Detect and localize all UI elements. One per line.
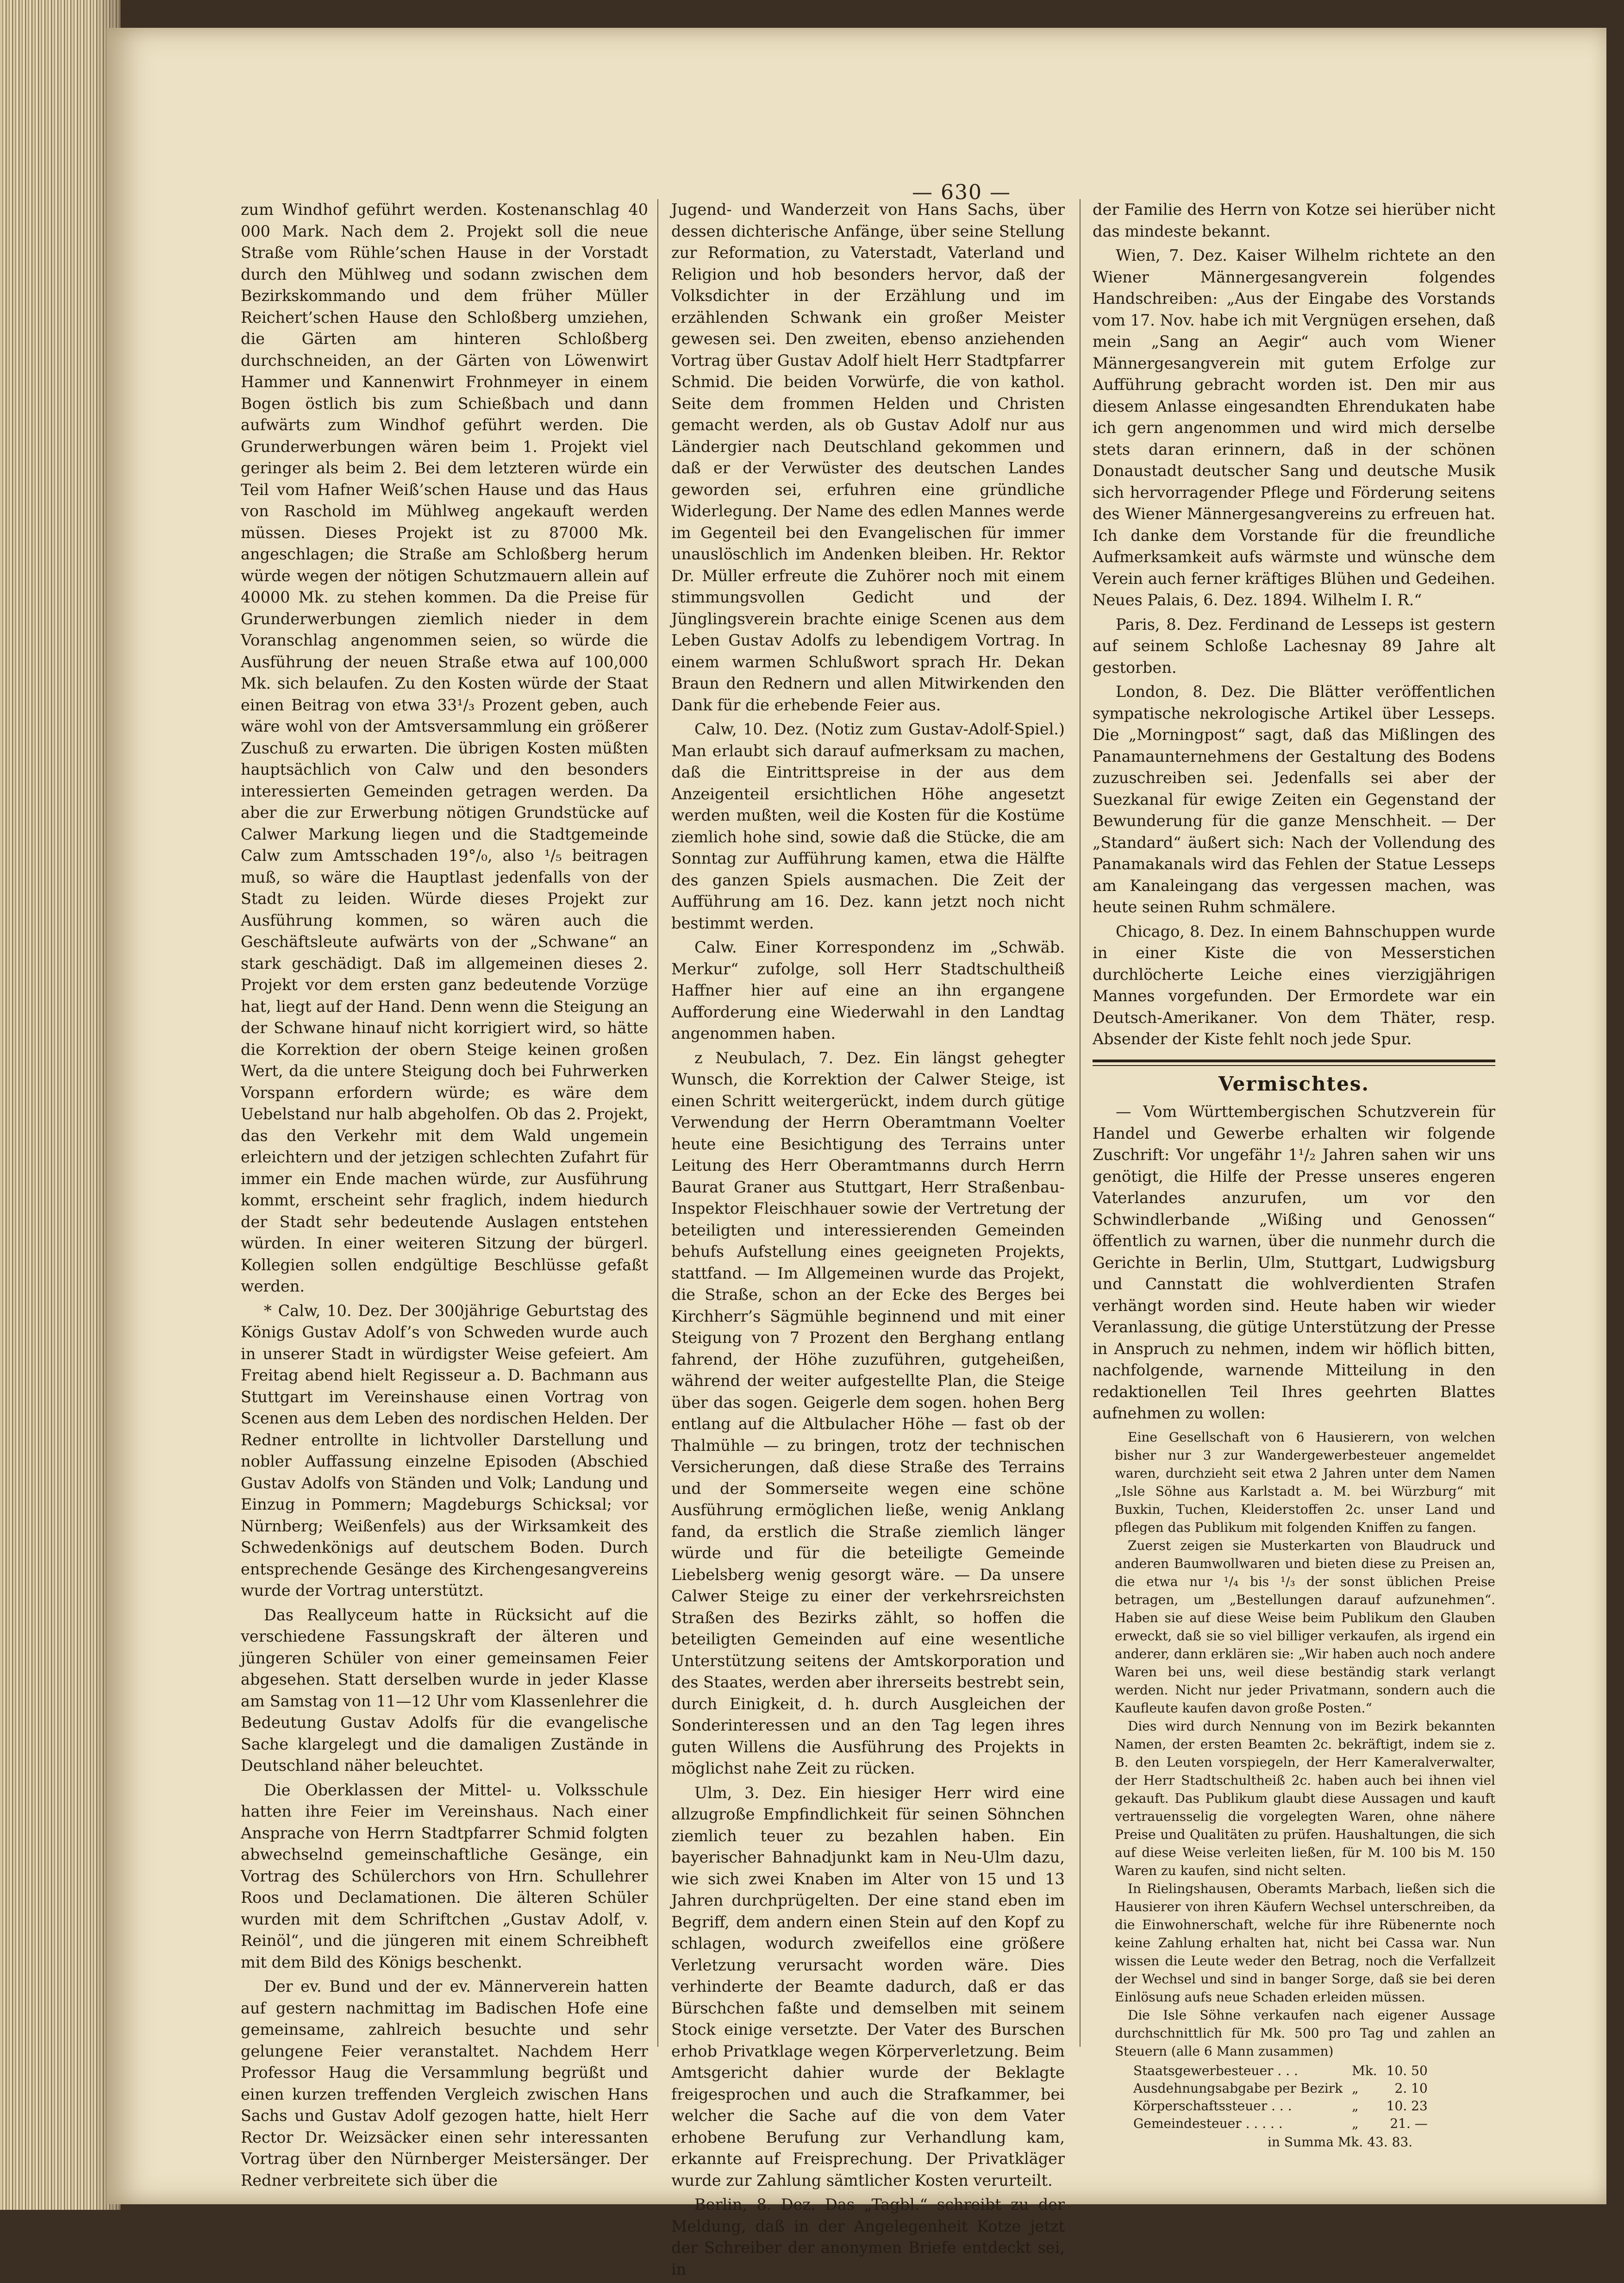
article-paragraph: Jugend- und Wanderzeit von Hans Sachs, über dessen dichterische Anfänge, über seine Stellung zur Reformation, zu Vaterstadt, Vaterland und Religion und hob besonders hervor, daß der Volksdichter in der Erzählung und im erzählenden Schwank ein großer Meister gewesen sei. Den zweiten, ebenso anziehenden Vortrag über Gustav Adolf hielt Herr Stadtpfarrer Schmid. Die beiden Vorwürfe, die von kathol. Seite dem frommen Helden und Christen gemacht werden, als ob Gustav Adolf nur aus Ländergier nach Deutschland gekommen und daß er der Verwüster des deutschen Landes geworden sei, erfuhren eine gründliche Widerlegung. Der Name des edlen Mannes werde im Gegenteil bei den Evangelischen für immer unauslöschlich im Andenken bleiben. Hr. Rektor Dr. Müller erfreute die Zuhörer noch mit einem stimmungsvollen Gedicht und der Jünglingsverein brachte einige Scenen aus dem Leben Gustav Adolfs zu lebendigem Vortrag. In einem warmen Schlußwort sprach Hr. Dekan Braun den Rednern und allen Mitwirkenden den Dank für die erhebende Feier aus. xyxy=(671,201,1065,714)
page-number: — 630 — xyxy=(912,181,1011,204)
tax-amount: 10. 23 xyxy=(1386,2098,1428,2114)
article-paragraph: z Neubulach, 7. Dez. Ein längst gehegter Wunsch, die Korrektion der Calwer Steige, ist einen Schritt weitergerückt, indem durch gütige Verwendung der Herrn Oberamtmann Voelter heute eine Besichtigung des Terrains unter Leitung des Herr Oberamtmanns durch Herrn Baurat Graner aus Stuttgart, Herr Straßenbau-Inspektor Fleischhauer sowie der Vertretung der beteiligten und interessierenden Gemeinden behufs Aufstellung eines geeigneten Projekts, stattfand. — Im Allgemeinen wurde das Projekt, die Straße, schon an der Ecke des Berges bei Kirchherr’s Sägmühle beginnend und mit einer Steigung von 7 Prozent den Berghang entlang fahrend, der Höhe zuzuführen, gutgeheißen, während der weiter aufgestellte Plan, die Steige über das sogen. Geigerle dem sogen. hohen Berg entlang auf die Altbulacher Höhe — fast ob der Thalmühle — zu bringen, trotz der technischen Versicherungen, daß diese Straße des Terrains und der Sommerseite wegen eine schöne Ausführung ermöglichen ließe, wenig Anklang fand, da erstlich die Straße ziemlich länger würde und für die beteiligte Gemeinde Liebelsberg wenig gesorgt wäre. — Da unsere Calwer Steige zu einer der verkehrsreichsten Straßen des Bezirks zählt, so hoffen die beteiligten Gemeinden auf eine wesentliche Unterstützung seitens der Amtskorporation und des Staates, werden aber ihrerseits bestrebt sein, durch Einigkeit, d. h. durch Ausgleichen der Sonderinteressen und an den Tag legen ihres guten Willens die Ausführung des Projekts in möglichst nahe Zeit zu rücken. xyxy=(671,1048,1065,1777)
section-rule-thin xyxy=(1093,1065,1495,1066)
article-paragraph: Der ev. Bund und der ev. Männerverein hatten auf gestern nachmittag im Badischen Hofe eine gemeinsame, zahlreich besuchte und sehr gelungene Feier veranstaltet. Nachdem Herr Professor Haug die Versammlung begrüßt und einen kurzen treffenden Vergleich zwischen Hans Sachs und Gustav Adolf gezogen hatte, hielt Herr Rector Dr. Weizsäcker einen sehr interessanten Vortrag über den Nürnberger Meistersänger. Der Redner verbreitete sich über die xyxy=(241,1977,648,2189)
tax-currency: „ xyxy=(1352,2080,1359,2096)
article-paragraph: * Calw, 10. Dez. Der 300jährige Geburtstag des Königs Gustav Adolf’s von Schweden wurde auch in unserer Stadt in würdigster Weise gefeiert. Am Freitag abend hielt Regisseur a. D. Bachmann aus Stuttgart im Vereinshause einen Vortrag von Scenen aus dem Leben des nordischen Helden. Der Redner entrollte in lichtvoller Darstellung und nobler Auffassung einzelne Episoden (Abschied Gustav Adolfs von Ständen und Volk; Landung und Einzug in Pommern; Magdeburgs Schicksal; vor Nürnberg; Weißenfels) aus der Wirksamkeit des Schwedenkönigs auf deutschem Boden. Durch entsprechende Gesänge des Kirchengesangvereins wurde der Vortrag unterstützt. xyxy=(241,1301,648,1599)
tax-label: Staatsgewerbesteuer . . . xyxy=(1133,2063,1298,2078)
tax-label: Ausdehnungsabgabe per Bezirk xyxy=(1133,2080,1343,2096)
article-paragraph: Die Oberklassen der Mittel- u. Volksschule hatten ihre Feier im Vereinshaus. Nach einer Ansprache von Herrn Stadtpfarrer Schmid folgten abwechselnd gemeinschaftliche Gesänge, ein Vortrag des Schülerchors von Hrn. Schullehrer Roos und Declamationen. Die älteren Schüler wurden mit dem Schriftchen „Gustav Adolf, v. Reinöl“, und die jüngeren mit einem Schreibheft mit dem Bild des Königs beschenkt. xyxy=(241,1781,648,1971)
article-paragraph: zum Windhof geführt werden. Kostenanschlag 40 000 Mark. Nach dem 2. Projekt soll die neue Straße vom Rühle’schen Hause in der Vorstadt durch den Mühlweg und sodann zwischen dem Bezirkskommando und dem früher Müller Reichert’schen Hause den Schloßberg umziehen, die Gärten am hinteren Schloßberg durchschneiden, an der Gärten von Löwenwirt Hammer und Kannenwirt Frohnmeyer in einem Bogen östlich bis zum Schießbach und dann aufwärts zum Windhof geführt werden. Die Grunderwerbungen wären beim 1. Projekt viel geringer als beim 2. Bei dem letzteren würde ein Teil vom Hafner Weiß’schen Hause und das Haus von Raschold im Mühlweg angekauft werden müssen. Dieses Projekt ist zu 87000 Mk. angeschlagen; die Straße am Schloßberg herum würde wegen der nötigen Schutzmauern allein auf 40000 Mk. zu stehen kommen. Da die Preise für Grunderwerbungen ziemlich nieder in dem Voranschlag angenommen seien, so würde die Ausführung der neuen Straße etwa auf 100,000 Mk. sich belaufen. Zu den Kosten würde der Staat einen Beitrag von etwa 33¹/₃ Prozent geben, auch wäre wohl von der Amtsversammlung ein größerer Zuschuß zu erwarten. Die übrigen Kosten müßten hauptsächlich von Calw und den besonders interessierten Gemeinden getragen werden. Da aber die zur Erwerbung nötigen Grundstücke auf Calwer Markung liegen und die Stadtgemeinde Calw zum Amtsschaden 19°/₀, also ¹/₅ beitragen muß, so wäre die Hauptlast jedenfalls von der Stadt zu leiden. Würde dieses Projekt zur Ausführung kommen, so wären auch die Geschäftsleute aufwärts von der „Schwane“ an stark geschädigt. Daß im allgemeinen dieses 2. Projekt vor dem ersten ganz bedeutende Vorzüge hat, liegt auf der Hand. Denn wenn die Steigung an der Schwane hinauf nicht korrigiert wird, so hätte die Korrektion der obern Steige keinen großen Wert, da die untere Steigung doch bei Fuhrwerken Vorspann erfordern würde; es wäre dem Uebelstand nur halb abgeholfen. Ob das 2. Projekt, das den Verkehr mit dem Wald ungemein erleichtern und der jetzigen schlechten Zufahrt für immer ein Ende machen würde, zur Ausführung kommt, erscheint sehr fraglich, indem hiedurch der Stadt sehr bedeutende Auslagen entstehen würden. In einer weiteren Sitzung der bürgerl. Kollegien sollen endgültige Beschlüsse gefaßt werden. xyxy=(241,201,648,1295)
tax-amount: 2. 10 xyxy=(1394,2080,1428,2096)
article-paragraph: Wien, 7. Dez. Kaiser Wilhelm richtete an den Wiener Männergesangverein folgendes Handschreiben: „Aus der Eingabe des Vorstands vom 17. Nov. habe ich mit Vergnügen ersehen, daß mein „Sang an Aegir“ auch vom Wiener Männergesangverein mit gutem Erfolge zur Aufführung gebracht worden ist. Den mir aus diesem Anlasse eingesandten Ehrendukaten habe ich gern angenommen und wird mich derselbe stets daran erinnern, daß in der schönen Donaustadt deutscher Sang und deutsche Musik sich hervorragender Pflege und Förderung seitens des Wiener Männergesangvereins zu erfreuen hat. Ich danke dem Vorstande für die freundliche Aufmerksamkeit aufs wärmste und wünsche dem Verein auch ferner kräftiges Blühen und Gedeihen. Neues Palais, 6. Dez. 1894. Wilhelm I. R.“ xyxy=(1093,246,1495,609)
tax-currency: Mk. xyxy=(1352,2063,1377,2078)
quote-paragraph: Zuerst zeigen sie Musterkarten von Blaudruck und anderen Baumwollwaren und bieten diese zu Preisen an, die etwa nur ¹/₄ bis ¹/₃ der sonst üblichen Preise betragen, um „Bestellungen darauf aufzunehmen“. Haben sie auf diese Weise beim Publikum den Glauben erweckt, daß sie so viel billiger verkaufen, als irgend ein anderer, dann erklären sie: „Wir haben auch noch andere Waren bei uns, weil diese beständig stark verlangt werden. Nicht nur jeder Privatmann, sondern auch die Kaufleute kaufen davon große Posten.“ xyxy=(1115,1537,1495,1716)
tax-label: Gemeindesteuer . . . . . xyxy=(1133,2115,1283,2131)
column-rule-2 xyxy=(1080,199,1081,2047)
quote-paragraph: In Rielingshausen, Oberamts Marbach, ließen sich die Hausierer von ihren Käufern Wechsel unterschreiben, da die Einwohnerschaft, welche für ihre Rübenernte noch keine Zahlung erhalten hat, nicht bei Cassa war. Nun wissen die Leute weder den Betrag, noch die Verfallzeit der Wechsel und sind in banger Sorge, daß sie bei deren Einlösung aufs neue Schaden erleiden müssen. xyxy=(1115,1881,1495,2005)
tax-table xyxy=(1129,2062,1432,2132)
tax-amount: 21. — xyxy=(1390,2115,1428,2131)
table-row xyxy=(1129,2080,1432,2097)
article-paragraph: Calw. Einer Korrespondenz im „Schwäb. Merkur“ zufolge, soll Herr Stadtschultheiß Haffner hier auf eine an ihn ergangene Aufforderung eine Wiederwahl in den Landtag angenommen haben. xyxy=(671,938,1065,1042)
quote-paragraph: Die Isle Söhne verkaufen nach eigener Aussage durchschnittlich für Mk. 500 pro Tag und zahlen an Steuern (alle 6 Mann zusammen) xyxy=(1115,2007,1495,2059)
tax-amount: 10. 50 xyxy=(1386,2063,1428,2078)
article-paragraph: Chicago, 8. Dez. In einem Bahnschuppen wurde in einer Kiste die von Messerstichen durchlöcherte Leiche eines vierzigjährigen Mannes vorgefunden. Der Ermordete war ein Deutsch-Amerikaner. Von dem Thäter, resp. Absender der Kiste fehlt noch jede Spur. xyxy=(1093,922,1495,1048)
quote-paragraph: Dies wird durch Nennung von im Bezirk bekannten Namen, der ersten Beamten 2c. bekräftigt, indem sie z. B. den Leuten vorspiegeln, der Herr Kameralverwalter, der Herr Stadtschultheiß 2c. haben auch bei ihnen viel gekauft. Das Publikum glaubt diese Aussagen und kauft vertrauensselig die vorgelegten Waren, ohne nähere Preise und Qualitäten zu prüfen. Haushaltungen, die sich auf diese Weise verleiten ließen, für M. 100 bis M. 150 Waren zu kaufen, sind nicht selten. xyxy=(1115,1718,1495,1878)
article-paragraph: Paris, 8. Dez. Ferdinand de Lesseps ist gestern auf seinem Schloße Lachesnay 89 Jahre alt gestorben. xyxy=(1093,615,1495,677)
article-paragraph: London, 8. Dez. Die Blätter veröffentlichen sympatische nekrologische Artikel über Lesseps. Die „Morningpost“ sagt, daß das Mißlingen des Panamaunternehmens der Gestaltung des Bodens zuzuschreiben sei. Jedenfalls sei aber der Suezkanal für ewige Zeiten ein Gegenstand der Bewunderung für die ganze Menschheit. — Der „Standard“ äußert sich: Nach der Vollendung des Panamakanals wird das Fehlen der Statue Lesseps am Kanaleingang das vergessen machen, was heute seinen Ruhm schmälere. xyxy=(1093,683,1495,916)
article-paragraph: Berlin, 8. Dez. Das „Tagbl.“ schreibt zu der Meldung, daß in der Angelegenheit Kotze jetzt der Schreiber der anonymen Briefe entdeckt sei, in xyxy=(671,2195,1065,2278)
column-rule-1 xyxy=(657,199,658,2047)
article-paragraph: Ulm, 3. Dez. Ein hiesiger Herr wird eine allzugroße Empfindlichkeit für seinen Söhnchen ziemlich teuer zu bezahlen haben. Ein bayerischer Bahnadjunkt kam in Neu-Ulm dazu, wie sich zwei Knaben im Alter von 15 und 13 Jahren durchprügelten. Der eine stand eben im Begriff, dem andern einen Stein auf den Kopf zu schlagen, wodurch zweifellos eine größere Verletzung verursacht worden wäre. Dies verhinderte der Beamte dadurch, daß er das Bürschchen faßte und demselben mit seinem Stock einige versetzte. Der Vater des Burschen erhob Privatklage wegen Körperverletzung. Beim Amtsgericht dahier wurde der Beklagte freigesprochen und auch die Strafkammer, bei welcher die Sache auf die von dem Vater erhobene Berufung zur Verhandlung kam, erkannte auf Freisprechung. Der Privatkläger wurde zur Zahlung sämtlicher Kosten verurteilt. xyxy=(671,1783,1065,2189)
article-paragraph: — Vom Württembergischen Schutzverein für Handel und Gewerbe erhalten wir folgende Zuschrift: Vor ungefähr 1¹/₂ Jahren sahen wir uns genötigt, die Hilfe der Presse unseres engeren Vaterlandes anzurufen, um vor den Schwindlerbande „Wißing und Genossen“ öffentlich zu warnen, über die nunmehr durch die Gerichte in Berlin, Ulm, Stuttgart, Ludwigsburg und Cannstatt die wohlverdienten Strafen verhängt worden sind. Heute haben wir wieder Veranlassung, die gütige Unterstützung der Presse in Anspruch zu nehmen, indem wir höflich bitten, nachfolgende, warnende Mitteilung in den redaktionellen Teil Ihres geehrten Blattes aufnehmen zu wollen: xyxy=(1093,1103,1495,1422)
column-3 xyxy=(1093,199,1495,2156)
tax-total: in Summa Mk. 43. 83. xyxy=(1268,2134,1413,2150)
table-row xyxy=(1129,2115,1432,2132)
tax-currency: „ xyxy=(1352,2115,1359,2131)
table-row xyxy=(1129,2097,1432,2115)
tax-label: Körperschaftssteuer . . . xyxy=(1133,2098,1292,2114)
tax-currency: „ xyxy=(1352,2098,1359,2114)
column-1 xyxy=(241,199,648,2194)
article-paragraph: Das Reallyceum hatte in Rücksicht auf die verschiedene Fassungskraft der älteren und jüngeren Schüler von einer gemeinsamen Feier abgesehen. Statt derselben wurde in jeder Klasse am Samstag von 11—12 Uhr vom Klassenlehrer die Bedeutung Gustav Adolfs für die evangelische Sache klargelegt und die damaligen Zustände in Deutschland näher beleuchtet. xyxy=(241,1606,648,1775)
section-heading: Vermischtes. xyxy=(1218,1072,1370,1095)
column-2 xyxy=(671,199,1065,2283)
quote-paragraph: Eine Gesellschaft von 6 Hausierern, von welchen bisher nur 3 zur Wandergewerbesteuer angemeldet waren, durchzieht seit etwa 2 Jahren unter dem Namen „Isle Söhne aus Karlstadt a. M. bei Würzburg“ mit Buxkin, Tuchen, Kleiderstoffen 2c. unser Land und pflegen das Publikum mit folgenden Kniffen zu fangen. xyxy=(1115,1429,1495,1535)
quoted-warning xyxy=(1115,1428,1495,2152)
table-row xyxy=(1129,2062,1432,2080)
article-paragraph: Calw, 10. Dez. (Notiz zum Gustav-Adolf-Spiel.) Man erlaubt sich darauf aufmerksam zu machen, daß die Eintrittspreise in der aus dem Anzeigenteil ersichtlichen Höhe angesetzt werden mußten, weil die Kosten für die Kostüme ziemlich hohe sind, sowie daß die Stücke, die am Sonntag zur Aufführung kamen, etwa die Hälfte des ganzen Spiels ausmachen. Die Zeit der Aufführung am 16. Dez. kann jetzt noch nicht bestimmt werden. xyxy=(671,720,1065,932)
section-rule-thick xyxy=(1093,1060,1495,1062)
article-paragraph: der Familie des Herrn von Kotze sei hierüber nicht das mindeste bekannt. xyxy=(1093,201,1495,240)
